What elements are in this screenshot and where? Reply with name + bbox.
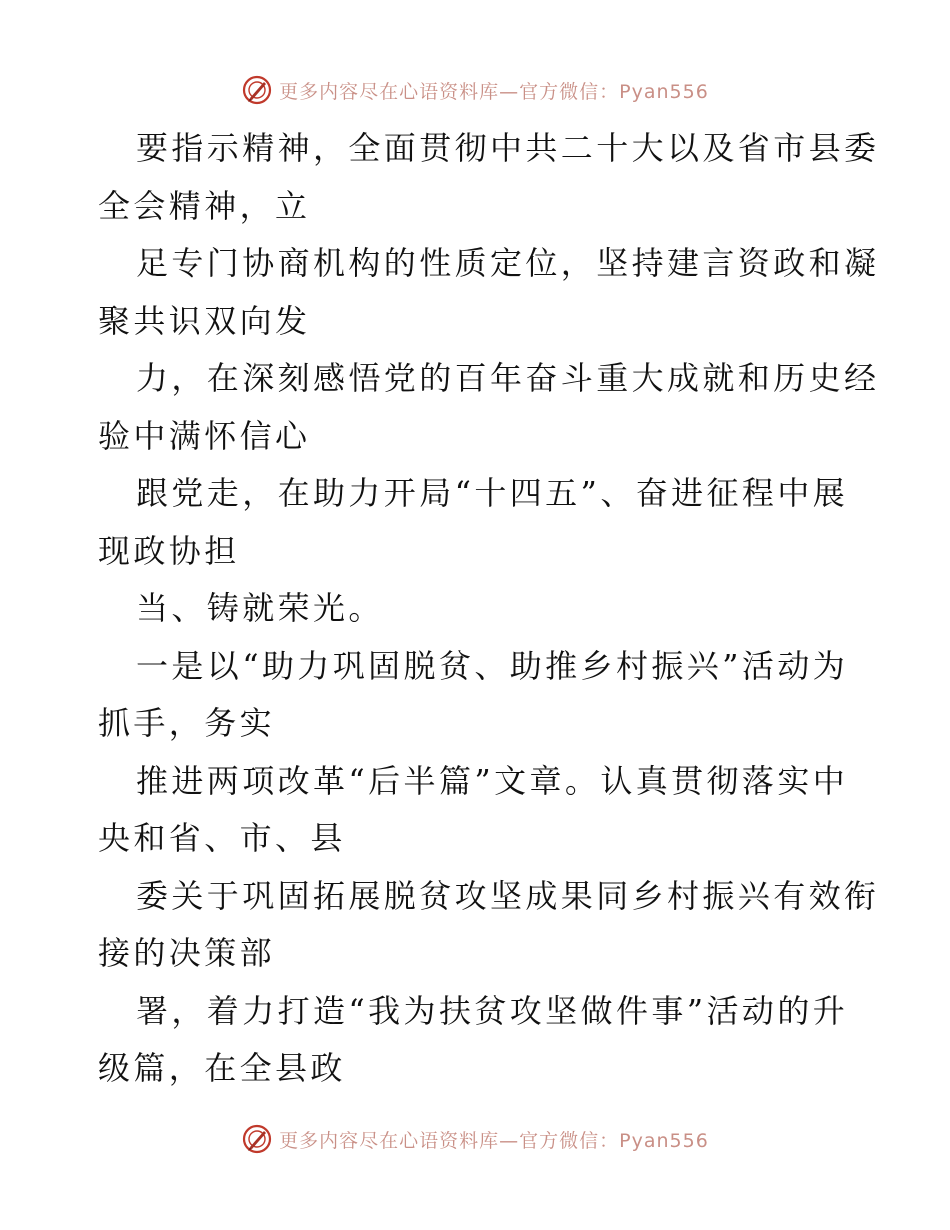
paragraph-line: 要指示精神，全面贯彻中共二十大以及省市县委	[136, 129, 880, 167]
paragraph-line: 当、铸就荣光。	[136, 589, 384, 627]
paragraph-line: 验中满怀信心	[98, 416, 311, 455]
paragraph-line: 央和省、市、县	[98, 819, 346, 857]
paragraph-line: 署，着力打造“我为扶贫攻坚做件事”活动的升	[136, 991, 849, 1030]
paragraph-line: 委关于巩固拓展脱贫攻坚成果同乡村振兴有效衔	[136, 876, 880, 915]
paragraph-line: 全会精神，立	[98, 186, 311, 225]
paragraph-line: 力，在深刻感悟党的百年奋斗重大成就和历史经	[136, 359, 880, 397]
paragraph-line: 级篇，在全县政	[98, 1049, 346, 1087]
paragraph-line: 一是以“助力巩固脱贫、助推乡村振兴”活动为	[136, 646, 849, 685]
pen-logo-icon	[241, 1123, 273, 1155]
paragraph-line: 现政协担	[98, 531, 240, 570]
paragraph-line: 足专门协商机构的性质定位，坚持建言资政和凝	[136, 244, 880, 282]
footer-watermark	[0, 1119, 950, 1159]
paragraph-line: 聚共识双向发	[98, 301, 311, 340]
paragraph-line: 接的决策部	[98, 934, 276, 972]
paragraph-line: 跟党走，在助力开局“十四五”、奋进征程中展	[136, 474, 849, 512]
pen-logo-icon	[241, 74, 273, 106]
watermark-text: 更多内容尽在心语资料库—官方微信：Pyan556	[279, 80, 709, 103]
paragraph-line: 推进两项改革“后半篇”文章。认真贯彻落实中	[136, 761, 849, 800]
header-watermark	[0, 70, 950, 110]
paragraph-line: 抓手，务实	[98, 704, 276, 742]
document-body	[98, 120, 880, 1098]
watermark-text: 更多内容尽在心语资料库—官方微信：Pyan556	[279, 1129, 709, 1152]
